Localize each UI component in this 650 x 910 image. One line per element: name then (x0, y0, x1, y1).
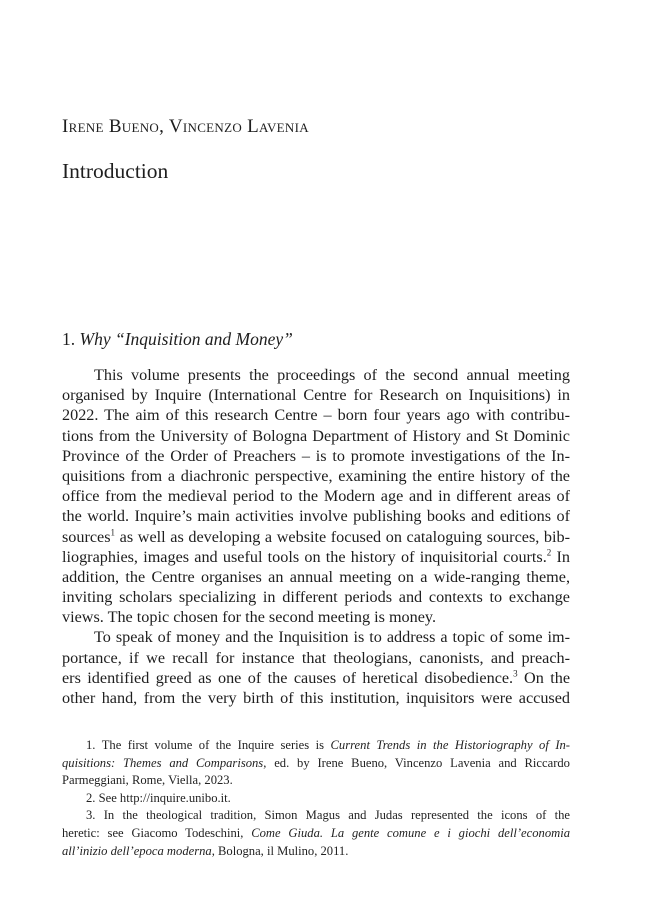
body-line: addition, the Centre organises an annual meeting on a wide-ranging theme, (62, 567, 570, 586)
body-text-run: as well as developing a website focused on cataloguing sources, bib- (115, 527, 570, 546)
chapter-title: Introduction (62, 159, 169, 183)
section-number: 1. (62, 329, 76, 349)
footnote-1-line (62, 737, 570, 755)
footnote-text: 1. The first volume of the Inquire series is (86, 738, 331, 752)
footnote-3-line (62, 825, 570, 843)
body-text-run: liographies, images and useful tools on the history of inquisitorial courts. (62, 547, 547, 566)
body-line: inviting scholars specializing in different periods and contexts to exchange (62, 588, 570, 607)
body-text-run: On the (517, 668, 570, 687)
body-line: other hand, from the very birth of this institution, inquisitors were accused (62, 689, 570, 707)
footnote-1-line (62, 755, 570, 773)
footnote-1-line: Parmeggiani, Rome, Viella, 2023. (62, 773, 233, 788)
body-line: Province of the Order of Preachers – is to promote investigations of the In- (62, 446, 570, 465)
footnote-text: , ed. by Irene Bueno, Vincenzo Lavenia and Riccardo (263, 755, 570, 770)
body-line (62, 547, 570, 567)
footnote-cited-title: all’inizio dell’epoca moderna (62, 843, 212, 858)
body-text-run: sources (62, 527, 111, 546)
section-heading (62, 329, 293, 350)
footnote-3-line: 3. In the theological tradition, Simon Magus and Judas represented the icons of the (86, 808, 570, 823)
chapter-authors: Irene Bueno, Vincenzo Lavenia (62, 116, 309, 137)
footnotes (62, 737, 570, 860)
footnote-cited-title: Current Trends in the Historiography of In- (330, 738, 570, 752)
body-line (62, 527, 570, 547)
body-text-run: ers identified greed as one of the causes of heretical disobedience. (62, 668, 514, 687)
footnote-ref-2[interactable]: 2 (546, 547, 552, 558)
body-line (62, 668, 570, 688)
body-line: 2022. The aim of this research Centre – born four years ago with contribu- (62, 406, 570, 425)
body-line: organised by Inquire (International Centre for Research on Inquisitions) in (62, 386, 570, 405)
document-page (62, 0, 570, 910)
footnote-text: heretic: see Giacomo Todeschini, (62, 825, 252, 840)
body-paragraphs (62, 365, 570, 708)
body-line: views. The topic chosen for the second meeting is money. (62, 608, 437, 627)
body-line: the world. Inquire’s main activities involve publishing books and editions of (62, 507, 570, 526)
body-line: To speak of money and the Inquisition is to address a topic of some im- (94, 628, 570, 647)
footnote-cited-title: Come Giuda. La gente comune e i giochi dell’economia (251, 825, 571, 840)
footnote-ref-3[interactable]: 3 (513, 668, 518, 679)
body-line: portance, if we recall for instance that theologians, canonists, and preach- (62, 648, 570, 667)
body-line: quisitions from a diachronic perspective, examining the entire history of the (62, 466, 570, 485)
footnote-3-line (62, 843, 570, 861)
body-line: tions from the University of Bologna Department of History and St Dominic (62, 426, 570, 445)
footnote-ref-1[interactable]: 1 (110, 527, 116, 538)
footnote-text: , Bologna, il Mulino, 2011. (211, 843, 349, 858)
footnote-2-line: 2. See http://inquire.unibo.it. (86, 790, 231, 805)
body-line: office from the medieval period to the Modern age and in different areas of (62, 487, 570, 506)
body-text-run: In (551, 547, 570, 566)
section-title: Why “Inquisition and Money” (79, 329, 293, 349)
footnote-cited-title: quisitions: Themes and Comparisons (62, 755, 264, 770)
body-line: This volume presents the proceedings of the second annual meeting (94, 366, 570, 384)
